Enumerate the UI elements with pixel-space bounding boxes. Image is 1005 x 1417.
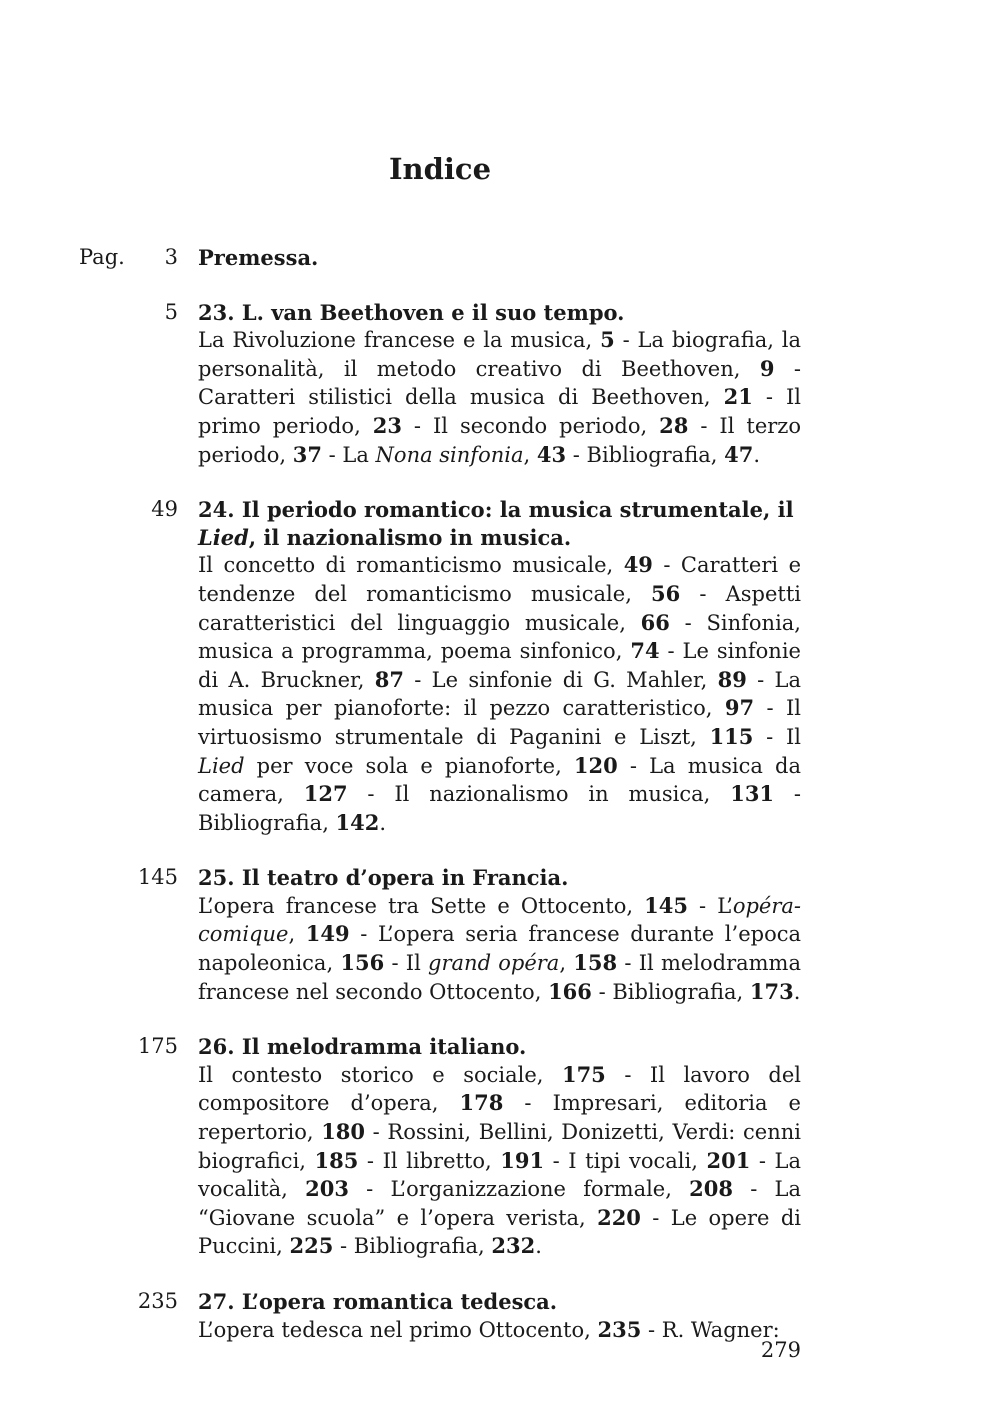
- text-run: - L’organizzazione formale,: [348, 1177, 690, 1202]
- italic-term: Lied: [198, 524, 249, 550]
- page-ref: 87: [374, 666, 404, 692]
- page-ref: 5: [600, 327, 615, 353]
- entry-page-number: 145: [137, 865, 178, 890]
- page-ref: 191: [500, 1147, 545, 1173]
- italic-term: Lied: [198, 753, 245, 778]
- text-run: - Il melodramma francese nel secondo Ottocento,: [198, 951, 801, 1004]
- page-ref: 89: [717, 666, 747, 692]
- text-run: - Bibliografia,: [198, 782, 801, 835]
- chapter-contents: [198, 892, 801, 1006]
- chapter-heading: [198, 244, 801, 272]
- text-run: ,: [288, 922, 306, 947]
- text-run: - Rossini, Bellini, Donizetti, Verdi: cenni biografici,: [198, 1120, 801, 1173]
- text-run: - R. Wagner:: [641, 1317, 780, 1342]
- page-number: 279: [760, 1338, 801, 1362]
- text-run: 26. Il melodramma italiano.: [198, 1034, 527, 1060]
- page-ref: 185: [314, 1147, 359, 1173]
- page-ref: 120: [573, 752, 618, 778]
- page-ref: 115: [709, 723, 754, 749]
- page-ref: 173: [749, 978, 794, 1004]
- page-ref: 201: [706, 1147, 751, 1173]
- chapter-heading: [198, 864, 801, 892]
- text-run: L’opera francese tra Sette e Ottocento,: [198, 893, 645, 918]
- page-ref: 149: [305, 921, 350, 947]
- text-run: - La “Giovane scuola” e l’opera verista,: [198, 1177, 802, 1230]
- text-run: ,: [523, 442, 537, 467]
- page-ref: 158: [573, 950, 618, 976]
- italic-term: opéra-comique: [198, 893, 801, 947]
- text-run: - Caratteri stilistici della musica di Beethoven,: [198, 356, 801, 410]
- text-run: - La musica da camera,: [198, 753, 802, 807]
- text-run: .: [535, 1234, 542, 1259]
- toc-entry: [0, 1288, 1005, 1344]
- page-ref: 178: [459, 1090, 504, 1116]
- text-run: - La: [321, 442, 376, 467]
- chapter-contents: [198, 1316, 801, 1345]
- page-ref: 232: [491, 1233, 536, 1259]
- page-ref: 37: [292, 441, 322, 467]
- text-run: La Rivoluzione francese e la musica,: [198, 328, 601, 353]
- page-ref: 66: [640, 609, 670, 635]
- page-ref: 208: [689, 1176, 733, 1202]
- text-run: 25. Il teatro d’opera in Francia.: [198, 865, 569, 891]
- page-ref: 21: [723, 384, 753, 410]
- page-ref: 56: [651, 580, 681, 606]
- text-run: ,: [559, 951, 574, 976]
- page-ref: 127: [303, 781, 348, 807]
- page-ref: 145: [644, 892, 688, 918]
- page-ref: 203: [305, 1176, 349, 1202]
- text-run: - Le opere di Puccini,: [198, 1205, 801, 1259]
- italic-term: grand opéra: [428, 951, 560, 976]
- chapter-heading: [198, 299, 801, 327]
- text-run: .: [379, 810, 387, 835]
- text-run: - Il libretto,: [358, 1148, 501, 1173]
- entry-page-number: 235: [137, 1289, 178, 1313]
- text-run: Il concetto di romanticismo musicale,: [198, 553, 624, 578]
- text-run: .: [753, 442, 760, 467]
- text-run: - Aspetti caratteristici del linguaggio musicale,: [198, 581, 801, 635]
- page-ref: 49: [623, 552, 653, 578]
- page-ref: 97: [724, 695, 755, 721]
- text-run: - Bibliografia,: [566, 442, 725, 467]
- entry-page-number: 175: [137, 1034, 178, 1059]
- page-ref: 166: [548, 978, 592, 1004]
- text-run: - Sinfonia, musica a programma, poema sinfonico,: [198, 610, 801, 664]
- text-run: 24. Il periodo romantico: la musica strumentale, il: [198, 497, 794, 523]
- chapter-heading: [198, 1288, 801, 1316]
- page-title: Indice: [388, 152, 492, 186]
- toc-entry: [0, 1033, 1005, 1261]
- text-run: - Il virtuosismo strumentale di Paganini e Liszt,: [198, 696, 801, 749]
- entry-body: [198, 1288, 801, 1344]
- text-run: Il contesto storico e sociale,: [198, 1062, 562, 1087]
- text-run: - Impresari, editoria e repertorio,: [198, 1091, 801, 1145]
- page-ref: 175: [561, 1061, 606, 1087]
- text-run: .: [793, 979, 801, 1004]
- text-run: 27. L’opera romantica tedesca.: [198, 1289, 558, 1314]
- entry-page-number: 3: [164, 245, 178, 269]
- page-ref: 131: [730, 781, 775, 807]
- text-run: , il nazionalismo in musica.: [248, 524, 572, 550]
- entry-body: [198, 299, 801, 470]
- entry-page-number: 49: [151, 497, 178, 522]
- text-run: - I tipi vocali,: [544, 1148, 707, 1173]
- text-run: L’opera tedesca nel primo Ottocento,: [198, 1317, 598, 1342]
- text-run: - Il: [384, 951, 429, 976]
- page-ref: 74: [630, 638, 660, 664]
- toc-entry: [0, 496, 1005, 837]
- text-run: - Il lavoro del compositore d’opera,: [198, 1062, 801, 1116]
- entry-body: [198, 244, 801, 272]
- text-run: - Il primo periodo,: [198, 385, 801, 438]
- page-ref: 43: [536, 441, 567, 467]
- text-run: 23. L. van Beethoven e il suo tempo.: [198, 299, 625, 325]
- page-ref: 220: [597, 1204, 641, 1230]
- text-run: - La biografia, la personalità, il metodo creativo di Beethoven,: [198, 328, 801, 381]
- toc-entry: [0, 244, 1005, 272]
- chapter-heading: [198, 1033, 801, 1061]
- text-run: - Le sinfonie di G. Mahler,: [403, 667, 718, 692]
- text-run: - Caratteri e tendenze del romanticismo musicale,: [198, 553, 801, 606]
- text-run: - La vocalità,: [198, 1148, 802, 1202]
- entry-body: [198, 864, 801, 1006]
- text-run: - Il: [753, 724, 801, 749]
- text-run: - Le sinfonie di A. Bruckner,: [198, 639, 801, 692]
- text-run: - Bibliografia,: [591, 979, 750, 1004]
- text-run: - Bibliografia,: [333, 1234, 492, 1259]
- text-run: - Il secondo periodo,: [401, 413, 660, 438]
- page-ref: 235: [597, 1316, 642, 1342]
- page-ref: 142: [335, 809, 380, 835]
- text-run: - La musica per pianoforte: il pezzo caratteristico,: [198, 667, 801, 721]
- toc-entry: [0, 864, 1005, 1006]
- entry-page-number: 5: [164, 299, 178, 324]
- chapter-contents: [198, 1061, 801, 1261]
- page-ref: 23: [372, 412, 402, 438]
- page-ref: 28: [659, 412, 689, 438]
- italic-term: Nona sinfonia: [375, 442, 524, 467]
- entry-body: [198, 496, 801, 837]
- text-run: - L’: [687, 893, 733, 918]
- text-run: - Il nazionalismo in musica,: [347, 782, 731, 807]
- page-ref: 47: [724, 441, 754, 467]
- pag-label: Pag.: [79, 245, 125, 269]
- text-run: Premessa.: [198, 245, 319, 270]
- toc-entry: [0, 299, 1005, 470]
- page-ref: 225: [289, 1233, 334, 1259]
- page-ref: 156: [340, 950, 385, 976]
- chapter-contents: [198, 551, 801, 837]
- chapter-heading: [198, 496, 801, 551]
- text-run: - L’opera seria francese durante l’epoca napoleonica,: [198, 922, 801, 976]
- chapter-contents: [198, 326, 801, 469]
- page-ref: 9: [759, 355, 775, 381]
- text-run: - Il terzo periodo,: [198, 413, 801, 467]
- table-of-contents: [0, 244, 1005, 1371]
- entry-body: [198, 1033, 801, 1261]
- page-ref: 180: [321, 1119, 366, 1145]
- text-run: per voce sola e pianoforte,: [244, 753, 574, 778]
